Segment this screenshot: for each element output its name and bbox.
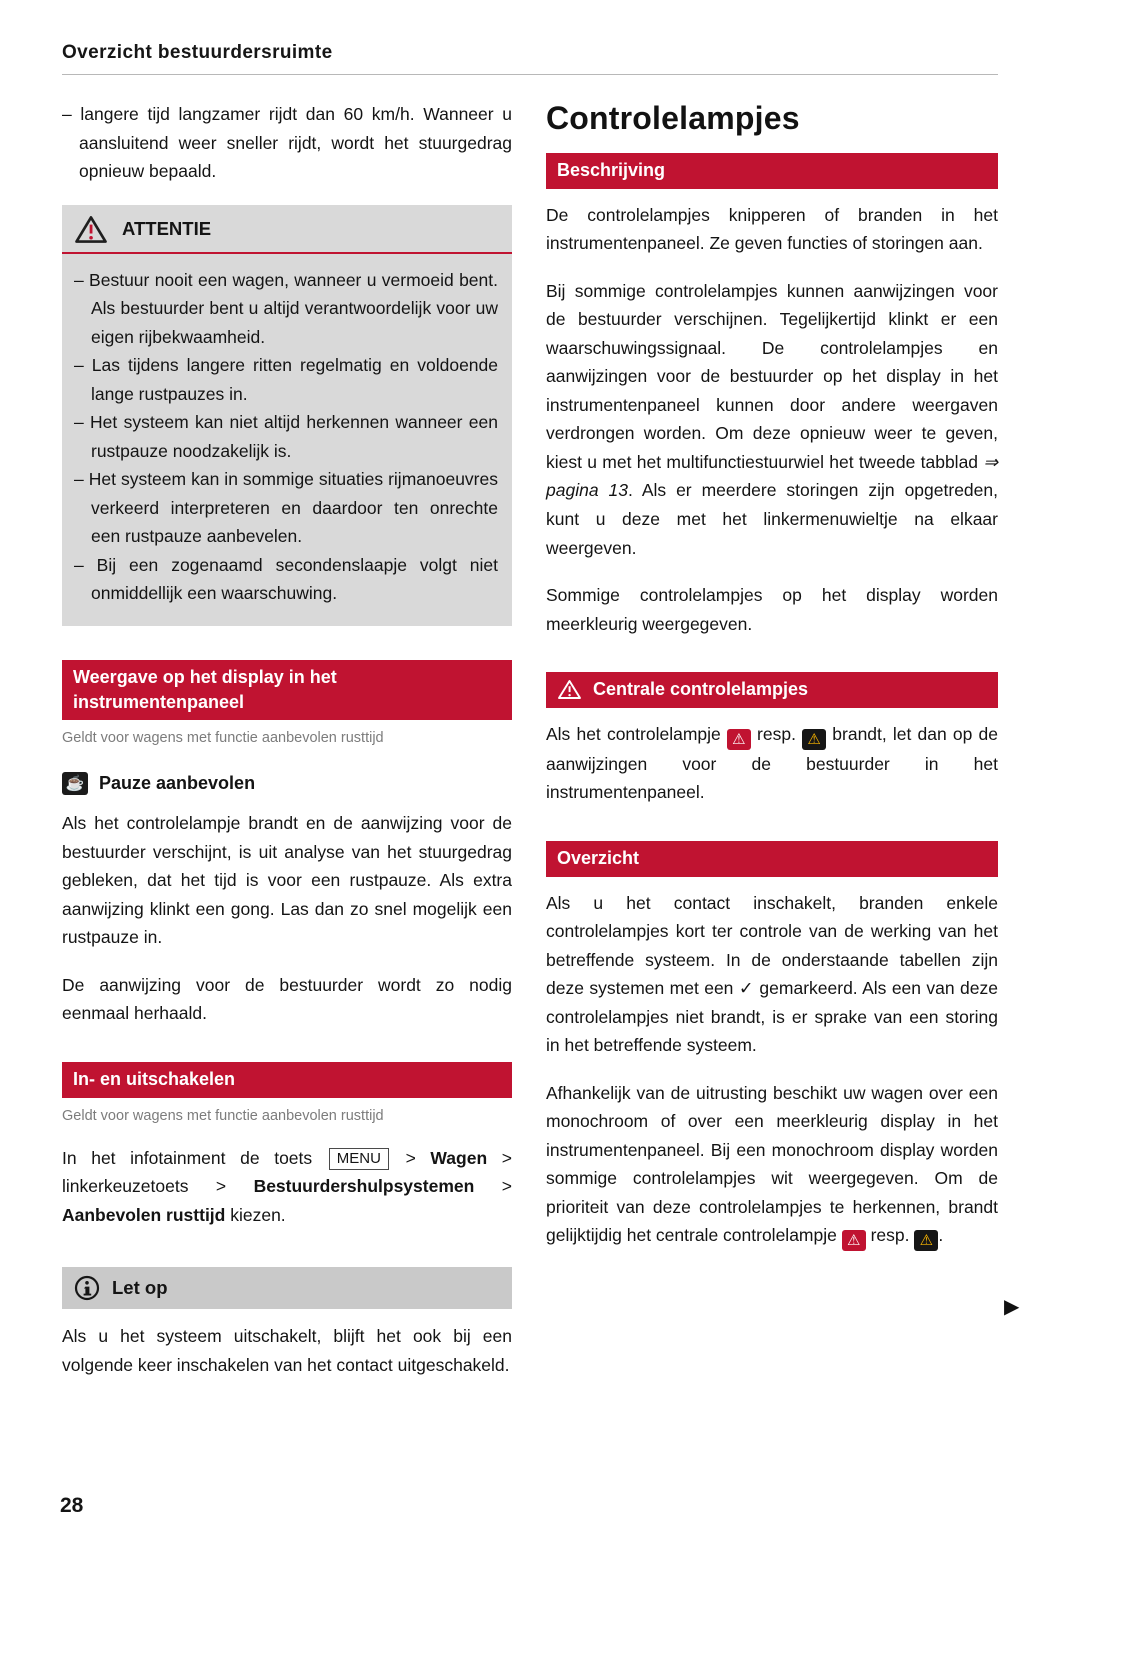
menu-instruction-separator: >: [390, 1147, 431, 1168]
scope-note-switch: Geldt voor wagens met functie aanbevolen rusttijd: [62, 1107, 384, 1124]
menu-instruction-paragraph: [62, 1144, 512, 1230]
description-paragraph-2: [546, 277, 998, 562]
attention-item: – Bestuur nooit een wagen, wanneer u vermoeid bent. Als bestuurder bent u altijd verantwoordelijk voor uw eigen rijbekwaamheid.: [74, 269, 498, 347]
menu-item-aanbevolen-rusttijd: Aanbevolen rusttijd: [62, 1204, 226, 1225]
central-text: resp.: [750, 723, 803, 744]
intro-list-item: – langere tijd langzamer rijdt dan 60 km/h. Wanneer u aansluitend weer sneller rijdt, wordt het stuurgedrag opnieuw bepaald.: [62, 104, 512, 182]
description-paragraph-1: De controlelampjes knipperen of branden in het instrumentenpaneel. Ze geven functies of storingen aan.: [546, 204, 998, 254]
subheading-text: Pauze aanbevolen: [99, 773, 256, 794]
attention-box-header: [62, 205, 512, 252]
page-reference: ⇒ pagina 13: [546, 451, 998, 501]
overview-paragraph-1: Als u het contact inschakelt, branden enkele controlelampjes kort ter controle van de werking van het betreffende systeem. In de onderstaande tabellen zijn deze systemen met een ✓ gemarkeerd. Als een van deze controlelampjes niet brandt, is er sprake van een storing in het betreffende systeem.: [546, 892, 998, 1056]
display-paragraph-1: Als het controlelampje brandt en de aanwijzing voor de bestuurder verschijnt, is uit analyse van het stuurgedrag gebleken, dat het tijd is voor een rustpauze. Als extra aanwijzing klinkt een gong. Las dan zo snel mogelijk een rustpauze in.: [62, 813, 512, 948]
header-divider: [62, 74, 998, 75]
menu-instruction-text: kiezen.: [225, 1204, 286, 1225]
info-icon: [74, 1275, 100, 1301]
section-heading-text: Centrale controlelampjes: [593, 679, 809, 700]
continuation-arrow: ▶: [1004, 1296, 1020, 1318]
central-warning-lamp-red-icon: ⚠: [842, 1230, 866, 1251]
scope-note-display: Geldt voor wagens met functie aanbevolen rusttijd: [62, 730, 384, 747]
warning-triangle-icon: [74, 215, 108, 244]
note-box-header: [62, 1267, 512, 1309]
chapter-title: Controlelampjes: [546, 100, 800, 136]
note-box-title: Let op: [112, 1277, 168, 1299]
attention-title: ATTENTIE: [122, 218, 212, 240]
warning-triangle-icon: [557, 679, 582, 700]
menu-instruction-text: In het infotainment de toets: [62, 1147, 327, 1168]
coffee-break-icon: ☕: [62, 772, 88, 795]
attention-item: – Las tijdens langere ritten regelmatig en voldoende lange rustpauzes in.: [74, 355, 498, 404]
note-box-body: Als u het systeem uitschakelt, blijft het ook bij een volgende keer inschakelen van het contact uitgeschakeld.: [62, 1326, 512, 1375]
description-paragraph-3: Sommige controlelampjes op het display worden meerkleurig weergegeven.: [546, 585, 998, 634]
menu-hardkey: MENU: [329, 1148, 389, 1171]
attention-box: [62, 205, 512, 626]
section-heading-beschrijving: Beschrijving: [546, 153, 998, 189]
attention-body: [62, 254, 512, 626]
page-header: [62, 42, 998, 75]
page-header-title: Overzicht bestuurdersruimte: [62, 42, 333, 63]
central-text: Als het controlelampje: [546, 723, 727, 744]
section-heading-switch: In- en uitschakelen: [62, 1062, 512, 1098]
display-paragraph-2: De aanwijzing voor de bestuurder wordt zo nodig eenmaal herhaald.: [62, 974, 512, 1024]
central-warning-lamp-red-icon: ⚠: [727, 729, 751, 750]
left-column: [62, 100, 512, 1379]
attention-item: – Bij een zogenaamd secondenslaapje volgt niet onmiddellijk een waarschuwing.: [74, 554, 498, 604]
content-columns: [62, 100, 998, 1379]
central-warning-lamp-yellow-icon: ⚠: [802, 729, 826, 750]
menu-item-bestuurdershulpsystemen: Bestuurdershulpsystemen: [253, 1176, 475, 1197]
page-number: 28: [60, 1494, 84, 1517]
description-text: . Als er meerdere storingen zijn opgetreden, kunt u deze met het linkermenuwieltje na elkaar weergeven.: [546, 480, 998, 558]
overview-text: resp.: [865, 1225, 915, 1246]
overview-text: Afhankelijk van de uitrusting beschikt uw wagen over een monochroom of over een meerkleurig display in het instrumentenpaneel. Bij een monochroom display worden sommige controlelampjes wit weergegeven. Om de prioriteit van deze controlelampjes te herkennen, brandt gelijktijdig het centrale controlelampje: [546, 1082, 998, 1246]
attention-item: – Het systeem kan niet altijd herkennen wanneer een rustpauze noodzakelijk is.: [74, 412, 498, 461]
menu-item-wagen: Wagen: [430, 1147, 488, 1168]
overview-text: .: [938, 1225, 944, 1246]
description-text: Bij sommige controlelampjes kunnen aanwijzingen voor de bestuurder verschijnen. Tegelijkertijd klinkt er een waarschuwingssignaal. De controlelampjes en aanwijzingen voor de bestuurder op het display in het instrumentenpaneel kunnen door andere weergaven verdrongen worden. Om deze opnieuw weer te geven, kiest u met het multifunctiestuurwiel het tweede tabblad: [546, 280, 998, 472]
central-paragraph: [546, 720, 998, 807]
menu-instruction-separator: >: [474, 1176, 512, 1197]
pauze-aanbevolen-subheading: [62, 772, 512, 795]
overview-paragraph-2: [546, 1079, 998, 1252]
right-column: [546, 100, 998, 1379]
section-heading-centrale-controlelampjes: [546, 672, 998, 708]
central-warning-lamp-yellow-icon: ⚠: [914, 1230, 938, 1251]
attention-item: – Het systeem kan in sommige situaties rijmanoeuvres verkeerd interpreteren en daardoor ten onrechte een rustpauze aanbevelen.: [74, 469, 498, 547]
section-heading-display: Weergave op het display in het instrumentenpaneel: [62, 660, 512, 721]
central-text: brandt, let dan op de aanwijzingen voor de bestuurder in het instrumentenpaneel.: [546, 723, 998, 803]
note-box: [62, 1267, 512, 1379]
section-heading-overzicht: Overzicht: [546, 841, 998, 877]
menu-instruction-text: > linkerkeuzetoets >: [62, 1147, 512, 1197]
